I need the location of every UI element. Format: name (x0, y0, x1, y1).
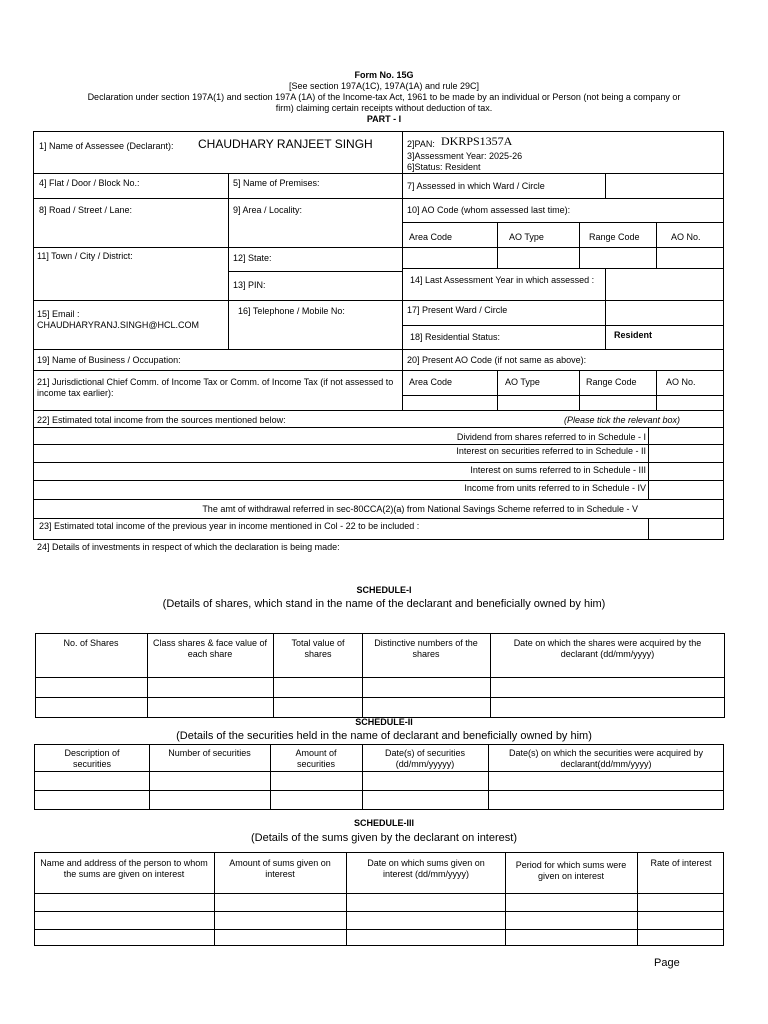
assessment-year[interactable]: 3]Assessment Year: 2025-26 (407, 151, 523, 161)
income-row-securities: Interest on securities referred to in Schedule - II (456, 446, 646, 456)
town-city-label: 11] Town / City / District: (37, 251, 133, 261)
residential-status-label: 18] Residential Status: (410, 332, 501, 342)
schedule3-col-date: Date on which sums given on interest (dd/mm/yyyy) (367, 858, 485, 879)
business-occupation-label: 19] Name of Business / Occupation: (37, 355, 181, 365)
declaration-line-1: Declaration under section 197A(1) and section 197A (1A) of the Income-tax Act, 1961 to be made by an individual or Person (not being a company or (87, 92, 681, 102)
road-street-label: 8] Road / Street / Lane: (39, 205, 133, 215)
schedule2-subtitle: (Details of the securities held in the name of declarant and beneficially owned by him) (176, 730, 592, 742)
schedule1-subtitle: (Details of shares, which stand in the name of the declarant and beneficially owned by him) (162, 598, 606, 610)
schedule2-col-number: Number of securities (168, 748, 251, 758)
pin-label: 13] PIN: (233, 280, 266, 290)
form-number: Form No. 15G (354, 70, 414, 80)
premises-label: 5] Name of Premises: (233, 178, 320, 188)
ao-code-label: 10] AO Code (whom assessed last time): (407, 205, 571, 215)
telephone-label: 16] Telephone / Mobile No: (238, 306, 345, 316)
income-row-units: Income from units referred to in Schedule - IV (464, 483, 646, 493)
state-label: 12] State: (233, 253, 272, 263)
declaration-line-2: firm) claiming certain receipts without deduction of tax. (275, 103, 493, 113)
income-row-dividend: Dividend from shares referred to in Schedule - I (456, 432, 646, 442)
assessed-ward-label: 7] Assessed in which Ward / Circle (407, 181, 545, 191)
ao2-col-range-code: Range Code (586, 377, 637, 387)
schedule2-col-acquired: Date(s) on which the securities were acquired by declarant(dd/mm/yyyy) (508, 748, 704, 769)
ao2-col-ao-no: AO No. (666, 377, 696, 387)
pan-value[interactable]: DKRPS1357A (441, 134, 513, 148)
ao2-col-area-code: Area Code (409, 377, 453, 387)
ao-col-area-code: Area Code (409, 232, 453, 242)
ao-col-ao-type: AO Type (509, 232, 544, 242)
schedule2-title: SCHEDULE-II (355, 717, 413, 727)
schedule2-col-description: Description of securities (64, 748, 120, 769)
income-row-nss: The amt of withdrawal referred in sec-80CCA(2)(a) from National Savings Scheme referred to in Schedule - V (202, 504, 638, 514)
pan-label: 2]PAN: (407, 139, 435, 149)
schedule3-subtitle: (Details of the sums given by the declarant on interest) (251, 832, 517, 844)
last-assessment-year-label: 14] Last Assessment Year in which assessed : (410, 275, 595, 285)
schedule1-col-total: Total value of shares (291, 638, 345, 659)
email-value[interactable]: CHAUDHARYRANJ.SINGH@HCL.COM (37, 320, 199, 330)
schedule2-col-amount: Amount of securities (295, 748, 337, 769)
estimated-income-label: 22] Estimated total income from the sources mentioned below: (37, 415, 286, 425)
schedule3-col-rate: Rate of interest (650, 858, 712, 868)
ao-col-range-code: Range Code (589, 232, 640, 242)
schedule1-col-distinctive: Distinctive numbers of the shares (374, 638, 478, 659)
tick-note: (Please tick the relevant box) (564, 415, 681, 425)
assessee-name-value[interactable]: CHAUDHARY RANJEET SINGH (198, 137, 373, 151)
income-row-sums: Interest on sums referred to in Schedule - III (470, 465, 646, 475)
schedule1-col-shares: No. of Shares (63, 638, 119, 648)
investments-details-label: 24] Details of investments in respect of which the declaration is being made: (37, 542, 340, 552)
residential-status-value[interactable]: Resident (614, 330, 653, 340)
assessee-name-label: 1] Name of Assessee (Declarant): (39, 141, 174, 151)
schedule3-col-amount: Amount of sums given on interest (229, 858, 331, 879)
form-section-reference: [See section 197A(1C), 197A(1A) and rule 29C] (288, 81, 480, 91)
schedule3-title: SCHEDULE-III (353, 818, 414, 828)
part-title: PART - I (366, 114, 402, 124)
status[interactable]: 6]Status: Resident (407, 162, 481, 172)
page-label: Page (654, 957, 680, 969)
present-ward-label: 17] Present Ward / Circle (407, 305, 508, 315)
flat-door-label: 4] Flat / Door / Block No.: (39, 178, 140, 188)
area-locality-label: 9] Area / Locality: (233, 205, 303, 215)
schedule2-col-dates: Date(s) of securities (dd/mm/yyyyy) (384, 748, 466, 769)
schedule1-col-date: Date on which the shares were acquired by the declarant (dd/mm/yyyy) (513, 638, 702, 659)
ao-col-ao-no: AO No. (671, 232, 701, 242)
previous-year-income-label: 23] Estimated total income of the previous year in income mentioned in Col - 22 to be included : (39, 521, 420, 531)
schedule1-col-class: Class shares & face value of each share (152, 638, 268, 659)
schedule3-col-period: Period for which sums were given on interest (515, 860, 627, 881)
schedule3-col-name: Name and address of the person to whom the sums are given on interest (40, 858, 208, 879)
jurisdictional-comm-label: 21] Jurisdictional Chief Comm. of Income Tax or Comm. of Income Tax (if not assessed to income tax earlier): (37, 377, 394, 398)
schedule1-title: SCHEDULE-I (356, 585, 412, 595)
email-label: 15] Email : (37, 309, 80, 319)
ao2-col-ao-type: AO Type (505, 377, 540, 387)
present-ao-code-label: 20] Present AO Code (if not same as above): (407, 355, 587, 365)
